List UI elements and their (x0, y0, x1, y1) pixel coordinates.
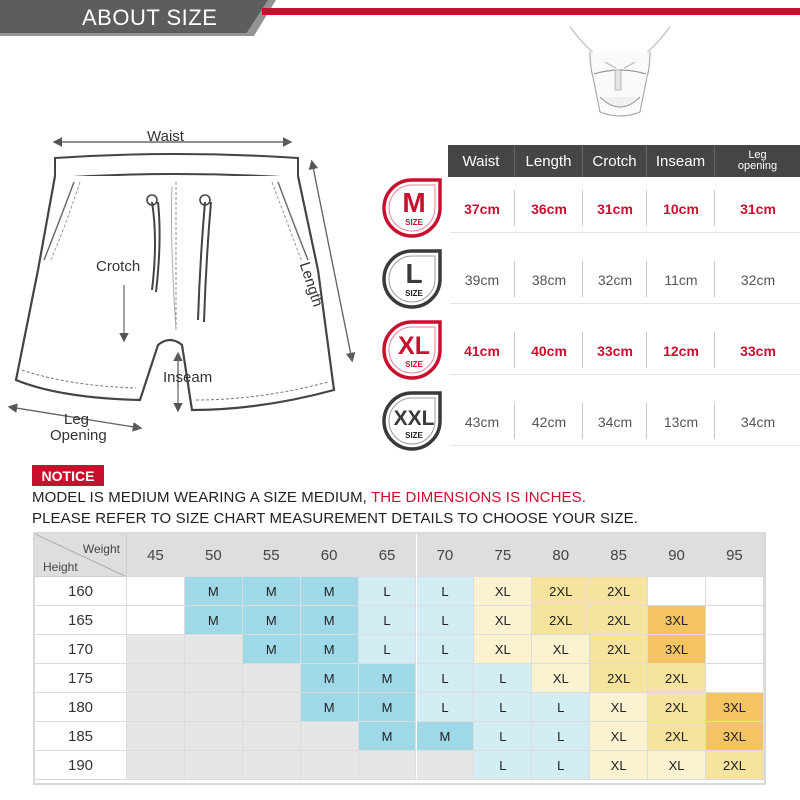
size-badge-letter: M (402, 187, 426, 218)
table-cell: 2XL (590, 664, 648, 693)
table-cell: M (359, 693, 417, 722)
header-accent-line (262, 8, 800, 15)
table-cell: L (532, 751, 590, 780)
table-cell (127, 664, 185, 693)
size-value-xxl-3: 13cm (663, 414, 699, 430)
notice-line-1-highlight: THE DIMENSIONS IS INCHES. (370, 489, 586, 506)
size-row-divider (450, 445, 800, 446)
table-cell (243, 751, 301, 780)
table-cell (127, 635, 185, 664)
table-cell (243, 664, 301, 693)
header (0, 0, 800, 40)
table-cell: 2XL (648, 664, 706, 693)
size-badge-letter: XXL (393, 407, 435, 430)
size-separator (514, 403, 515, 439)
size-value-xxl-1: 42cm (531, 414, 567, 430)
weight-header-60: 60 (301, 534, 359, 577)
size-value-m-2: 31cm (597, 201, 633, 217)
table-cell: M (359, 664, 417, 693)
table-cell: M (185, 577, 243, 606)
size-value-m-1: 36cm (531, 201, 567, 217)
table-cell (127, 722, 185, 751)
table-cell: 3XL (648, 606, 706, 635)
table-corner (35, 534, 127, 577)
inseam-label: Inseam (163, 369, 213, 386)
waist-label: Waist (147, 128, 184, 145)
table-cell (706, 577, 764, 606)
size-row-xxl (380, 389, 800, 453)
size-value-m-4: 31cm (740, 201, 776, 217)
notice-tag: NOTICE (32, 465, 104, 486)
table-cell (706, 606, 764, 635)
table-cell: 2XL (532, 606, 590, 635)
table-cell: XL (474, 635, 532, 664)
table-cell (301, 722, 359, 751)
table-cell: M (185, 606, 243, 635)
size-value-m-0: 37cm (464, 201, 500, 217)
size-separator (714, 403, 715, 439)
height-axis-label: Height (43, 560, 78, 574)
table-cell: M (301, 635, 359, 664)
table-cell: L (474, 722, 532, 751)
table-cell: M (301, 664, 359, 693)
size-value-l-3: 11cm (664, 272, 698, 288)
size-badge-sub: SIZE (405, 431, 423, 440)
size-row-xl (380, 318, 800, 382)
leg-opening-label-2: Opening (50, 427, 107, 444)
table-cell: 2XL (706, 751, 764, 780)
size-badge-letter: XL (398, 332, 430, 360)
table-cell: L (474, 751, 532, 780)
table-cell (243, 722, 301, 751)
table-cell: XL (590, 693, 648, 722)
weight-axis-label: Weight (82, 542, 120, 556)
size-badge-sub: SIZE (405, 360, 423, 369)
size-row-m (380, 176, 800, 240)
height-header-175: 175 (35, 664, 127, 693)
height-header-185: 185 (35, 722, 127, 751)
table-cell (185, 751, 243, 780)
size-badge-xl (380, 318, 444, 382)
table-cell: 2XL (532, 577, 590, 606)
size-separator (714, 261, 715, 297)
height-header-180: 180 (35, 693, 127, 722)
size-row-divider (450, 303, 800, 304)
model-photo (560, 22, 680, 122)
size-separator (582, 332, 583, 368)
col-inseam: Inseam (646, 145, 714, 177)
table-cell: M (301, 693, 359, 722)
size-separator (514, 332, 515, 368)
table-cell: 3XL (706, 722, 764, 751)
crotch-label: Crotch (96, 258, 141, 275)
weight-header-45: 45 (127, 534, 185, 577)
table-cell: 2XL (590, 606, 648, 635)
size-value-xl-1: 40cm (531, 343, 567, 359)
size-badge-sub: SIZE (405, 218, 423, 227)
table-cell: L (417, 635, 475, 664)
height-header-170: 170 (35, 635, 127, 664)
size-value-xxl-4: 34cm (740, 414, 776, 430)
table-cell (185, 722, 243, 751)
table-cell: 2XL (648, 722, 706, 751)
size-badge-m (380, 176, 444, 240)
height-header-160: 160 (35, 577, 127, 606)
table-cell: L (359, 635, 417, 664)
weight-header-85: 85 (590, 534, 648, 577)
notice-line-1 (32, 489, 586, 506)
table-cell: M (301, 606, 359, 635)
size-row-divider (450, 232, 800, 233)
weight-header-55: 55 (243, 534, 301, 577)
table-cell (127, 751, 185, 780)
size-badge-xxl (380, 389, 444, 453)
table-cell: XL (532, 635, 590, 664)
table-cell: M (301, 577, 359, 606)
table-cell: L (474, 693, 532, 722)
table-cell: XL (474, 577, 532, 606)
table-cell: XL (590, 751, 648, 780)
table-cell (359, 751, 417, 780)
weight-header-90: 90 (648, 534, 706, 577)
table-cell: L (417, 606, 475, 635)
weight-header-75: 75 (474, 534, 532, 577)
weight-header-65: 65 (359, 534, 417, 577)
weight-header-95: 95 (706, 534, 764, 577)
table-cell: 2XL (648, 693, 706, 722)
col-leg-opening-line2: opening (737, 160, 778, 172)
table-cell (301, 751, 359, 780)
table-cell: 3XL (648, 635, 706, 664)
col-leg-opening-line1: Leg (748, 149, 767, 161)
size-badge-sub: SIZE (405, 289, 423, 298)
table-cell (185, 664, 243, 693)
size-value-l-4: 32cm (740, 272, 776, 288)
table-cell: M (359, 722, 417, 751)
height-header-190: 190 (35, 751, 127, 780)
table-cell (706, 664, 764, 693)
table-cell (185, 693, 243, 722)
weight-height-table (33, 532, 766, 785)
size-value-m-3: 10cm (663, 201, 699, 217)
table-cell: L (359, 577, 417, 606)
page-title: ABOUT SIZE (82, 5, 218, 30)
size-separator (582, 261, 583, 297)
size-separator (714, 332, 715, 368)
table-cell: M (243, 577, 301, 606)
table-cell (706, 635, 764, 664)
table-cell: L (532, 722, 590, 751)
col-waist: Waist (462, 152, 500, 170)
size-separator (514, 261, 515, 297)
size-separator (714, 190, 715, 226)
table-cell: XL (648, 751, 706, 780)
notice-line-1-text: MODEL IS MEDIUM WEARING A SIZE MEDIUM, (32, 489, 371, 506)
size-value-xl-2: 33cm (597, 343, 633, 359)
table-cell (127, 693, 185, 722)
size-separator (646, 190, 647, 226)
size-separator (582, 190, 583, 226)
leg-opening-label-1: Leg (64, 411, 90, 428)
table-cell: XL (532, 664, 590, 693)
table-cell (417, 751, 475, 780)
size-value-xl-3: 12cm (663, 343, 699, 359)
table-cell (127, 577, 185, 606)
table-cell (243, 693, 301, 722)
size-row-l (380, 247, 800, 311)
size-value-l-0: 39cm (464, 272, 500, 288)
table-cell (648, 577, 706, 606)
table-cell: 3XL (706, 693, 764, 722)
table-cell: L (474, 664, 532, 693)
size-badge-letter: L (405, 258, 423, 289)
table-cell (127, 606, 185, 635)
size-value-l-2: 32cm (597, 272, 633, 288)
weight-header-50: 50 (185, 534, 243, 577)
length-label: Length (295, 260, 327, 309)
table-cell: L (417, 577, 475, 606)
weight-header-80: 80 (532, 534, 590, 577)
size-separator (646, 261, 647, 297)
table-cell: L (532, 693, 590, 722)
size-value-xl-0: 41cm (464, 343, 500, 359)
col-length: Length (514, 145, 582, 177)
table-cell: L (417, 693, 475, 722)
size-separator (514, 190, 515, 226)
size-value-l-1: 38cm (531, 272, 567, 288)
notice-line-2: PLEASE REFER TO SIZE CHART MEASUREMENT DETAILS TO CHOOSE YOUR SIZE. (32, 510, 639, 527)
table-cell: M (417, 722, 475, 751)
table-cell: L (359, 606, 417, 635)
size-badge-l (380, 247, 444, 311)
size-separator (646, 332, 647, 368)
size-value-xxl-0: 43cm (464, 414, 500, 430)
size-separator (582, 403, 583, 439)
table-cell: M (243, 635, 301, 664)
size-separator (646, 403, 647, 439)
size-row-divider (450, 374, 800, 375)
table-cell: L (417, 664, 475, 693)
table-cell: 2XL (590, 577, 648, 606)
col-crotch: Crotch (582, 145, 646, 177)
table-cell: XL (474, 606, 532, 635)
size-chart-header (448, 145, 800, 177)
height-header-165: 165 (35, 606, 127, 635)
size-value-xxl-2: 34cm (597, 414, 633, 430)
shorts-diagram (0, 120, 370, 450)
table-cell: XL (590, 722, 648, 751)
weight-header-70: 70 (417, 534, 475, 577)
table-cell: M (243, 606, 301, 635)
table-cell (185, 635, 243, 664)
table-cell: 2XL (590, 635, 648, 664)
col-leg-opening (714, 145, 800, 177)
size-value-xl-4: 33cm (740, 343, 776, 359)
